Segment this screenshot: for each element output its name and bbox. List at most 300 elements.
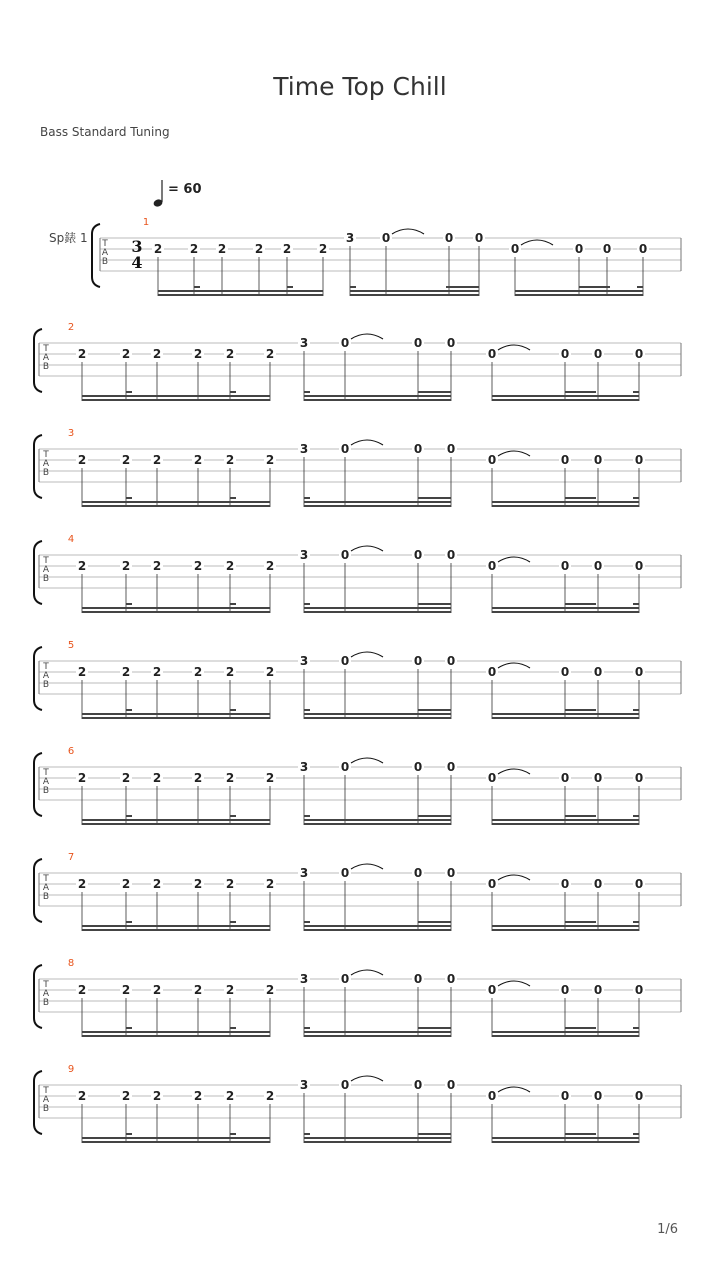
beam-partial (565, 603, 596, 605)
tab-note: 2 (193, 453, 203, 467)
beam-primary (82, 823, 270, 825)
beam-partial (304, 391, 310, 393)
tab-note: 2 (225, 665, 235, 679)
tab-clef-letter: B (101, 257, 109, 267)
tab-note: 0 (634, 983, 644, 997)
tab-note: 3 (299, 442, 309, 456)
tab-note: 2 (318, 242, 328, 256)
beam-partial (633, 709, 639, 711)
tab-clef-letter: A (42, 989, 50, 999)
tab-note: 3 (299, 972, 309, 986)
tab-note: 0 (413, 336, 423, 350)
tab-note: 3 (299, 866, 309, 880)
tab-note: 0 (560, 347, 570, 361)
tab-note: 2 (77, 453, 87, 467)
beam-primary (492, 611, 639, 613)
tab-note: 0 (487, 559, 497, 573)
tab-note: 0 (487, 453, 497, 467)
beam-partial (418, 709, 451, 711)
beam-primary (82, 1035, 270, 1037)
beam-partial (418, 497, 451, 499)
tab-note: 0 (446, 972, 456, 986)
beam-secondary (82, 1137, 270, 1139)
beam-partial (126, 1027, 132, 1029)
system-bracket (34, 859, 42, 922)
tab-note: 0 (487, 771, 497, 785)
tab-clef-letter: T (43, 450, 49, 460)
bar-number: 7 (67, 852, 75, 863)
tab-note: 0 (340, 336, 350, 350)
beam-partial (230, 921, 236, 923)
beam-secondary (304, 1137, 451, 1139)
tab-note: 0 (413, 866, 423, 880)
tab-note: 0 (593, 665, 603, 679)
tab-note: 2 (282, 242, 292, 256)
tab-note: 0 (413, 1078, 423, 1092)
beam-secondary (158, 290, 323, 292)
tab-note: 0 (602, 242, 612, 256)
tab-note: 2 (265, 983, 275, 997)
tie-arc (498, 557, 530, 562)
beam-secondary (82, 395, 270, 397)
tab-note: 0 (593, 983, 603, 997)
tab-note: 0 (340, 1078, 350, 1092)
beam-partial (304, 1027, 310, 1029)
tab-note: 0 (340, 866, 350, 880)
beam-partial (633, 391, 639, 393)
beam-primary (304, 399, 451, 401)
tab-note: 2 (193, 559, 203, 573)
tab-note: 3 (299, 760, 309, 774)
song-title: Time Top Chill (273, 72, 447, 101)
beam-secondary (492, 713, 639, 715)
tab-note: 0 (634, 1089, 644, 1103)
tab-clef-letter: B (42, 468, 50, 478)
beam-partial (565, 1133, 596, 1135)
tab-note: 2 (265, 877, 275, 891)
tab-note: 0 (560, 877, 570, 891)
tab-note: 3 (299, 654, 309, 668)
tab-clef-letter: B (42, 786, 50, 796)
bar-number: 4 (67, 534, 75, 545)
time-signature-numerator: 3 (131, 237, 143, 256)
beam-partial (565, 709, 596, 711)
bar-number: 3 (67, 428, 75, 439)
beam-secondary (304, 819, 451, 821)
tab-note: 0 (446, 548, 456, 562)
bar-number: 8 (67, 958, 75, 969)
tie-arc (498, 875, 530, 880)
tab-note: 0 (413, 548, 423, 562)
tab-note: 0 (340, 760, 350, 774)
beam-secondary (492, 1137, 639, 1139)
beam-partial (230, 1027, 236, 1029)
beam-secondary (82, 819, 270, 821)
tab-note: 0 (593, 347, 603, 361)
tab-note: 2 (265, 453, 275, 467)
tab-clef-letter: A (42, 353, 50, 363)
tab-note: 2 (121, 771, 131, 785)
beam-secondary (350, 290, 479, 292)
beam-primary (304, 823, 451, 825)
tab-note: 0 (413, 442, 423, 456)
beam-partial (304, 709, 310, 711)
tab-note: 2 (193, 347, 203, 361)
tab-note: 2 (265, 559, 275, 573)
beam-secondary (492, 607, 639, 609)
bar-number: 5 (67, 640, 75, 651)
tab-note: 0 (413, 654, 423, 668)
tab-note: 2 (152, 1089, 162, 1103)
tab-note: 0 (446, 654, 456, 668)
tab-note: 0 (487, 877, 497, 891)
tab-note: 2 (121, 983, 131, 997)
tab-note: 2 (193, 1089, 203, 1103)
beam-partial (230, 497, 236, 499)
beam-partial (565, 391, 596, 393)
tab-note: 2 (121, 559, 131, 573)
tab-clef-letter: T (43, 874, 49, 884)
tab-note: 2 (225, 1089, 235, 1103)
bar-number: 1 (142, 217, 150, 228)
tab-clef-letter: T (102, 239, 108, 249)
time-signature-denominator: 4 (131, 253, 143, 272)
beam-secondary (82, 925, 270, 927)
tie-arc (498, 1087, 530, 1092)
tie-arc (351, 546, 383, 551)
tab-note: 0 (340, 654, 350, 668)
tab-note: 0 (446, 760, 456, 774)
beam-partial (633, 497, 639, 499)
beam-partial (350, 286, 356, 288)
tab-note: 2 (193, 771, 203, 785)
beam-partial (126, 1133, 132, 1135)
tab-note: 0 (413, 760, 423, 774)
tab-note: 2 (265, 771, 275, 785)
tab-clef-letter: A (42, 883, 50, 893)
tab-note: 0 (638, 242, 648, 256)
bar-number: 9 (67, 1064, 75, 1075)
tab-note: 0 (560, 1089, 570, 1103)
system-bracket (34, 647, 42, 710)
tab-note: 0 (634, 559, 644, 573)
beam-primary (515, 294, 643, 296)
tab-note: 0 (560, 559, 570, 573)
tab-clef-letter: T (43, 768, 49, 778)
tab-clef-letter: A (42, 777, 50, 787)
beam-primary (82, 929, 270, 931)
beam-primary (82, 1141, 270, 1143)
tab-note: 2 (217, 242, 227, 256)
tie-arc (521, 240, 553, 245)
beam-secondary (304, 395, 451, 397)
tab-note: 2 (193, 983, 203, 997)
tab-note: 0 (634, 665, 644, 679)
beam-primary (304, 611, 451, 613)
tab-note: 2 (153, 242, 163, 256)
beam-partial (126, 709, 132, 711)
system-bracket (34, 965, 42, 1028)
beam-partial (230, 815, 236, 817)
tab-note: 2 (225, 559, 235, 573)
tie-arc (351, 652, 383, 657)
beam-partial (304, 603, 310, 605)
beam-secondary (82, 607, 270, 609)
beam-secondary (492, 395, 639, 397)
tab-note: 0 (634, 771, 644, 785)
beam-partial (446, 286, 479, 288)
tab-note: 2 (265, 347, 275, 361)
tab-clef-letter: B (42, 1104, 50, 1114)
beam-partial (194, 286, 200, 288)
beam-partial (565, 815, 596, 817)
tab-note: 2 (152, 771, 162, 785)
tab-note: 2 (152, 453, 162, 467)
beam-partial (633, 1133, 639, 1135)
beam-partial (126, 815, 132, 817)
tab-clef-letter: B (42, 574, 50, 584)
tab-note: 2 (77, 665, 87, 679)
tab-note: 2 (225, 453, 235, 467)
beam-primary (492, 717, 639, 719)
tuning-label: Bass Standard Tuning (40, 125, 170, 139)
tie-arc (351, 440, 383, 445)
beam-secondary (492, 819, 639, 821)
beam-primary (304, 717, 451, 719)
tab-clef-letter: B (42, 998, 50, 1008)
beam-partial (304, 1133, 310, 1135)
tab-note: 2 (121, 453, 131, 467)
tab-note: 2 (152, 983, 162, 997)
beam-partial (565, 921, 596, 923)
beam-partial (637, 286, 643, 288)
beam-secondary (304, 1031, 451, 1033)
beam-partial (418, 1027, 451, 1029)
beam-secondary (82, 713, 270, 715)
tab-note: 3 (299, 548, 309, 562)
tie-arc (351, 1076, 383, 1081)
beam-partial (418, 921, 451, 923)
tab-note: 2 (77, 1089, 87, 1103)
tab-note: 2 (121, 877, 131, 891)
system-bracket (34, 541, 42, 604)
tab-note: 2 (189, 242, 199, 256)
tab-note: 0 (593, 559, 603, 573)
system-bracket (34, 435, 42, 498)
tab-note: 0 (560, 983, 570, 997)
beam-partial (565, 1027, 596, 1029)
tab-note: 0 (340, 548, 350, 562)
tab-note: 2 (225, 983, 235, 997)
tab-note: 0 (413, 972, 423, 986)
tab-clef-letter: B (42, 362, 50, 372)
tab-note: 0 (446, 1078, 456, 1092)
beam-partial (230, 709, 236, 711)
tie-arc (351, 334, 383, 339)
tab-note: 0 (510, 242, 520, 256)
tab-clef-letter: T (43, 556, 49, 566)
tab-clef-letter: A (42, 459, 50, 469)
tab-clef-letter: B (42, 892, 50, 902)
tab-note: 2 (193, 665, 203, 679)
beam-partial (126, 497, 132, 499)
beam-partial (565, 497, 596, 499)
beam-partial (418, 815, 451, 817)
tab-note: 0 (634, 347, 644, 361)
tab-note: 0 (487, 983, 497, 997)
beam-secondary (304, 607, 451, 609)
beam-partial (230, 1133, 236, 1135)
tab-note: 0 (444, 231, 454, 245)
tab-note: 3 (299, 336, 309, 350)
tie-arc (498, 345, 530, 350)
tab-note: 0 (340, 972, 350, 986)
beam-partial (633, 1027, 639, 1029)
beam-partial (230, 603, 236, 605)
beam-primary (492, 505, 639, 507)
tab-note: 2 (265, 1089, 275, 1103)
tab-clef-letter: B (42, 680, 50, 690)
beam-partial (633, 603, 639, 605)
tie-arc (498, 981, 530, 986)
tab-note: 2 (77, 347, 87, 361)
beam-partial (633, 921, 639, 923)
tab-note: 2 (77, 771, 87, 785)
beam-primary (350, 294, 479, 296)
system-bracket (34, 1071, 42, 1134)
tab-note: 3 (345, 231, 355, 245)
bar-number: 6 (67, 746, 75, 757)
tab-note: 2 (77, 983, 87, 997)
system-bracket (34, 753, 42, 816)
beam-partial (126, 391, 132, 393)
tab-clef-letter: A (42, 671, 50, 681)
tie-arc (498, 451, 530, 456)
page-number: 1/6 (657, 1222, 678, 1237)
beam-primary (158, 294, 323, 296)
tab-clef-letter: A (42, 565, 50, 575)
tab-clef-letter: T (43, 662, 49, 672)
tab-note: 0 (593, 771, 603, 785)
tab-note: 2 (121, 1089, 131, 1103)
tab-note: 2 (265, 665, 275, 679)
tab-note: 0 (634, 453, 644, 467)
tab-note: 2 (225, 347, 235, 361)
tab-clef-letter: T (43, 344, 49, 354)
beam-primary (304, 929, 451, 931)
beam-partial (418, 1133, 451, 1135)
tab-note: 0 (634, 877, 644, 891)
beam-primary (82, 505, 270, 507)
tab-note: 2 (77, 877, 87, 891)
tab-note: 2 (225, 771, 235, 785)
tab-note: 2 (77, 559, 87, 573)
beam-primary (492, 1141, 639, 1143)
tab-note: 0 (593, 453, 603, 467)
tab-note: 2 (193, 877, 203, 891)
tab-note: 2 (152, 559, 162, 573)
instrument-label: Sp錶 1 (49, 231, 88, 245)
tab-clef-letter: A (101, 248, 109, 258)
tab-note: 2 (152, 877, 162, 891)
tab-clef-letter: T (43, 980, 49, 990)
tab-clef-letter: A (42, 1095, 50, 1105)
tab-note: 0 (487, 347, 497, 361)
tab-note: 0 (340, 442, 350, 456)
beam-secondary (304, 501, 451, 503)
beam-primary (304, 505, 451, 507)
beam-primary (492, 823, 639, 825)
tab-note: 0 (446, 336, 456, 350)
beam-primary (82, 399, 270, 401)
tab-note: 2 (152, 665, 162, 679)
beam-secondary (492, 501, 639, 503)
beam-primary (304, 1141, 451, 1143)
beam-primary (304, 1035, 451, 1037)
tab-note: 2 (152, 347, 162, 361)
tab-note: 2 (225, 877, 235, 891)
beam-secondary (492, 1031, 639, 1033)
beam-primary (492, 399, 639, 401)
beam-primary (82, 611, 270, 613)
beam-primary (492, 1035, 639, 1037)
beam-partial (304, 497, 310, 499)
tab-note: 0 (560, 665, 570, 679)
beam-secondary (82, 1031, 270, 1033)
beam-secondary (82, 501, 270, 503)
beam-secondary (304, 925, 451, 927)
tab-note: 0 (593, 1089, 603, 1103)
tab-note: 2 (254, 242, 264, 256)
beam-partial (126, 603, 132, 605)
tempo-value: = 60 (168, 182, 202, 197)
beam-partial (418, 603, 451, 605)
tab-note: 0 (446, 866, 456, 880)
beam-partial (579, 286, 610, 288)
tab-note: 0 (446, 442, 456, 456)
tie-arc (392, 229, 424, 234)
beam-partial (287, 286, 293, 288)
bar-number: 2 (67, 322, 75, 333)
tie-arc (351, 864, 383, 869)
system-bracket (92, 224, 100, 287)
beam-primary (492, 929, 639, 931)
tab-note: 0 (574, 242, 584, 256)
beam-partial (304, 815, 310, 817)
beam-partial (126, 921, 132, 923)
tab-note: 2 (121, 347, 131, 361)
system-bracket (34, 329, 42, 392)
beam-partial (230, 391, 236, 393)
tab-note: 3 (299, 1078, 309, 1092)
tab-note: 0 (560, 771, 570, 785)
tab-note: 0 (474, 231, 484, 245)
tab-clef-letter: T (43, 1086, 49, 1096)
tab-note: 0 (560, 453, 570, 467)
beam-primary (82, 717, 270, 719)
tab-note: 0 (593, 877, 603, 891)
beam-secondary (304, 713, 451, 715)
tab-note: 0 (487, 665, 497, 679)
tab-note: 2 (121, 665, 131, 679)
beam-secondary (492, 925, 639, 927)
beam-partial (304, 921, 310, 923)
beam-partial (418, 391, 451, 393)
tie-arc (351, 758, 383, 763)
beam-secondary (515, 290, 643, 292)
tie-arc (351, 970, 383, 975)
tab-note: 0 (381, 231, 391, 245)
